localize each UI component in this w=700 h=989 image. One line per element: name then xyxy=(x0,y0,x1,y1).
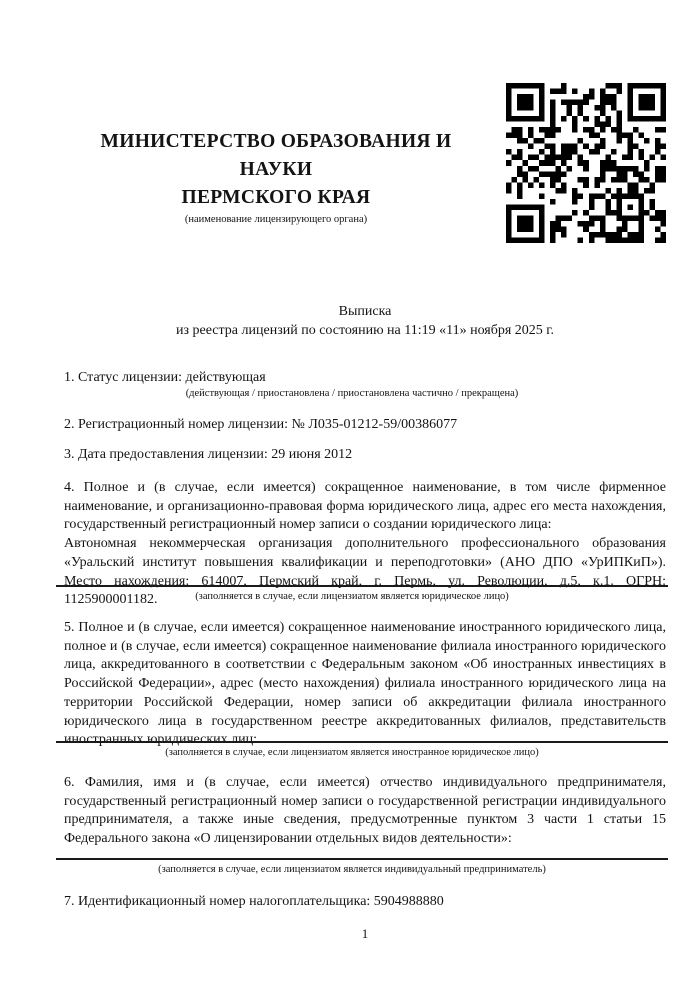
document-title: Выписка xyxy=(338,304,392,319)
item-1-license-status: 1. Статус лицензии: действующая xyxy=(64,370,266,385)
item-6-entrepreneur: 6. Фамилия, имя и (в случае, если имеется) отчество индивидуального предпринимателя, государственный регистрационный номер записи о государственной регистрации индивидуального предпринимателя, а также иные сведения, предусмотренные пунктом 3 части 1 статьи 15 Федерального закона «О лицензировании отдельных видов деятельности»: xyxy=(64,775,666,847)
item-5-foreign-entity: 5. Полное и (в случае, если имеется) сокращенное наименование иностранного юридического лица, полное и (в случае, если имеется) сокращенное наименование филиала иностранного юридического лица, аккредитованного в соответствии с Федеральным законом «Об иностранных инвестициях в Российской Федерации», адрес (место нахождения) филиала иностранного юридического лица на территории Российской Федерации, номер записи об аккредитации филиала иностранного юридического лица в государственном реестре аккредитованных филиалов, представительств иностранных юридических лиц: xyxy=(64,620,666,748)
separator-line xyxy=(56,858,668,860)
qr-code xyxy=(506,83,666,243)
item-3-grant-date: 3. Дата предоставления лицензии: 29 июня 2012 xyxy=(64,447,353,462)
legal-entity-caption: (заполняется в случае, если лицензиатом является юридическое лицо) xyxy=(195,591,509,602)
separator-line xyxy=(56,585,668,587)
entrepreneur-caption: (заполняется в случае, если лицензиатом является индивидуальный предприниматель) xyxy=(158,864,546,875)
licensing-authority-caption: (наименование лицензирующего органа) xyxy=(184,214,368,225)
separator-line xyxy=(56,741,668,743)
item-7-taxpayer-number: 7. Идентификационный номер налогоплательщика: 5904988880 xyxy=(64,894,444,909)
item-4-label: 4. Полное и (в случае, если имеется) сокращенное наименование, в том числе фирменное наименование, и организационно-правовая форма юридического лица, адрес его места нахождения, государственный регистрационный номер записи о создании юридического лица: xyxy=(64,480,666,533)
ministry-name-line1: МИНИСТЕРСТВО ОБРАЗОВАНИЯ И НАУКИ xyxy=(100,131,452,180)
foreign-entity-caption: (заполняется в случае, если лицензиатом является иностранное юридическое лицо) xyxy=(165,747,539,758)
document-title-block xyxy=(64,302,666,340)
ministry-name-line2: ПЕРМСКОГО КРАЯ xyxy=(181,187,371,208)
page-number: 1 xyxy=(361,926,369,941)
item-4-value: Автономная некоммерческая организация дополнительного профессионального образования «Уральский институт повышения квалификации и переподготовки» (АНО ДПО «УрИПКиП»). Место нахождения: 614007, Пермский край, г. Пермь, ул. Революции, д.5, к.1. ОГРН: 1125900001182. xyxy=(64,536,666,608)
document-subtitle: из реестра лицензий по состоянию на 11:19 «11» ноября 2025 г. xyxy=(176,323,554,338)
item-2-registration-number: 2. Регистрационный номер лицензии: № Л035-01212-59/00386077 xyxy=(64,417,458,432)
status-options-caption: (действующая / приостановлена / приостановлена частично / прекращена) xyxy=(185,388,519,399)
licensing-authority-header xyxy=(64,128,488,227)
